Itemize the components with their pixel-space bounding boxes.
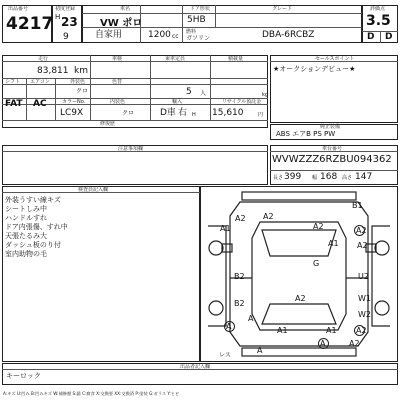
score: 3.5 bbox=[366, 13, 391, 29]
circle-mark-rear-right-2 bbox=[318, 338, 329, 349]
aircon: AC bbox=[33, 99, 47, 109]
shift: FAT bbox=[5, 99, 23, 109]
inspector-list bbox=[5, 196, 197, 259]
ext-color: クロ bbox=[76, 88, 89, 95]
mark-left-rear: B2 bbox=[234, 299, 245, 308]
car-type: D車 bbox=[160, 108, 176, 118]
inspector-label: 検査員記入欄 bbox=[78, 187, 109, 193]
lot-number: 4217 bbox=[6, 14, 54, 34]
inspector-item: ドア内張傷、すれ中 bbox=[5, 223, 68, 231]
chassis-number: WVWZZZ6RZBU094362 bbox=[272, 154, 392, 165]
color-no: LC9X bbox=[60, 108, 84, 118]
shift-label: シフト bbox=[5, 79, 21, 85]
equipment-text: ABS エアB PS PW bbox=[276, 130, 336, 138]
width: 168 bbox=[320, 172, 338, 182]
fuel: ガソリン bbox=[186, 35, 211, 42]
inspector-item: ハンドルすれ bbox=[5, 214, 47, 222]
mark-front-right-2: A2 bbox=[313, 222, 324, 231]
capacity-label: 乗車定員 bbox=[165, 56, 186, 62]
inspector-item: シートしみ中 bbox=[5, 205, 47, 213]
first-reg-label: 初度登録 bbox=[55, 6, 76, 12]
mileage-unit: km bbox=[74, 66, 88, 76]
circle-mark-right-rear bbox=[354, 325, 365, 336]
length-label: 長さ bbox=[273, 175, 284, 181]
inspector-item: 外装うすい線キズ bbox=[5, 196, 61, 204]
import-label: 輸入 bbox=[172, 99, 183, 105]
interior-grade: D bbox=[367, 32, 375, 42]
mark-front-left-panel: A2 bbox=[235, 214, 246, 223]
door-type: 5HB bbox=[187, 15, 206, 25]
sales-point-label: セールスポイント bbox=[315, 56, 355, 62]
mark-rear-right-2: A bbox=[320, 339, 326, 348]
mark-right-door: U2 bbox=[358, 272, 369, 281]
mark-left-panel: B2 bbox=[234, 272, 245, 281]
notes-label: 注意事項欄 bbox=[118, 146, 144, 152]
mark-front-bumper: B1 bbox=[352, 201, 363, 210]
recycle-fee: 15,610 bbox=[212, 108, 244, 118]
mileage-label: 走行 bbox=[38, 56, 49, 62]
mark-right-rear-panel: W1 bbox=[358, 294, 371, 303]
car-name: VW ポロ bbox=[100, 18, 143, 29]
color-no-label: カラーNo. bbox=[62, 99, 86, 105]
mark-right-rear: A2 bbox=[356, 326, 367, 335]
length: 399 bbox=[284, 172, 302, 182]
month: 9 bbox=[63, 32, 69, 42]
mark-rear-right: A1 bbox=[326, 326, 337, 335]
mark-front-right-door: A1 bbox=[328, 239, 339, 248]
aircon-label: エアコン bbox=[30, 79, 50, 85]
model-code: DBA-6RCBZ bbox=[262, 30, 315, 40]
usage: 自家用 bbox=[95, 30, 123, 40]
inspector-item: 天張たるみ大 bbox=[5, 232, 47, 240]
mark-hood: A2 bbox=[263, 212, 274, 221]
mark-rear-bumper: A2 bbox=[349, 339, 360, 348]
recycle-unit: 円 bbox=[258, 112, 264, 118]
door-label: ドア形状 bbox=[190, 6, 210, 12]
circle-mark-front-right bbox=[354, 225, 365, 236]
handle: 右 bbox=[178, 108, 188, 118]
inspector-item: 室内助物の毛 bbox=[5, 250, 47, 258]
mark-front-left-door: A1 bbox=[220, 224, 231, 233]
year: 23 bbox=[61, 15, 78, 29]
mark-roof: G bbox=[313, 259, 320, 268]
mark-rear-left-2: A bbox=[257, 346, 263, 355]
car-name-label: 車名 bbox=[120, 6, 131, 12]
displacement: 1200 bbox=[148, 30, 171, 40]
capacity-unit: 人 bbox=[200, 90, 207, 97]
mark-rear-left: A1 bbox=[277, 326, 288, 335]
exterior-grade: D bbox=[385, 32, 393, 42]
lot-label: 出品番号 bbox=[8, 6, 29, 12]
grade-label: グレード bbox=[272, 6, 293, 12]
mark-front-right: A2 bbox=[356, 226, 367, 235]
capacity: 5 bbox=[186, 87, 192, 97]
mark-right-front-fender: A2 bbox=[357, 241, 368, 250]
damage-legend: A:キズ U:凹み B:凹みキズ W:補修歴 S:錆 C:腐食 X:交換要 XX:交換済 P:塗装 G:ガラス Y:ヒビ bbox=[3, 391, 180, 396]
height-label: 高さ bbox=[342, 175, 353, 181]
load-label: 積載量 bbox=[228, 56, 244, 62]
displacement-unit: cc bbox=[172, 33, 179, 40]
era: H bbox=[55, 13, 61, 21]
mark-less: レス bbox=[219, 352, 231, 359]
mark-left-rear-2: A bbox=[248, 314, 254, 323]
sales-point-text: ★オークションデビュー★ bbox=[273, 65, 356, 73]
mark-right-rear-2: W2 bbox=[358, 310, 371, 319]
remarks-label: 出品者記入欄 bbox=[180, 364, 211, 370]
recycle-label: リサイクル預託金 bbox=[222, 99, 262, 105]
mileage: 83,811 bbox=[37, 66, 69, 76]
height: 147 bbox=[355, 172, 373, 182]
color-change-label: 色替 bbox=[112, 79, 123, 85]
load-unit: kg bbox=[262, 92, 269, 98]
int-color: クロ bbox=[122, 110, 135, 117]
score-label: 評価点 bbox=[370, 6, 386, 12]
history-label: 修復歴 bbox=[100, 121, 116, 127]
mark-left-rear-wheel: A bbox=[226, 322, 232, 331]
width-label: 幅 bbox=[312, 175, 318, 181]
ext-color-label: 外装色 bbox=[70, 79, 86, 85]
h-label: H bbox=[192, 112, 196, 118]
inspection-label: 車検 bbox=[112, 56, 123, 62]
chassis-label: 車台番号 bbox=[322, 146, 343, 152]
remarks-text: キーロック bbox=[6, 372, 41, 380]
equipment-label: 純正装備 bbox=[320, 124, 341, 130]
fuel-label: 燃料 bbox=[186, 29, 197, 35]
int-color-label: 内装色 bbox=[110, 99, 126, 105]
circle-mark-left-rear-wheel bbox=[224, 321, 235, 332]
inspector-item: ダッシュ板のり付 bbox=[5, 241, 61, 249]
mark-center: A2 bbox=[295, 294, 306, 303]
